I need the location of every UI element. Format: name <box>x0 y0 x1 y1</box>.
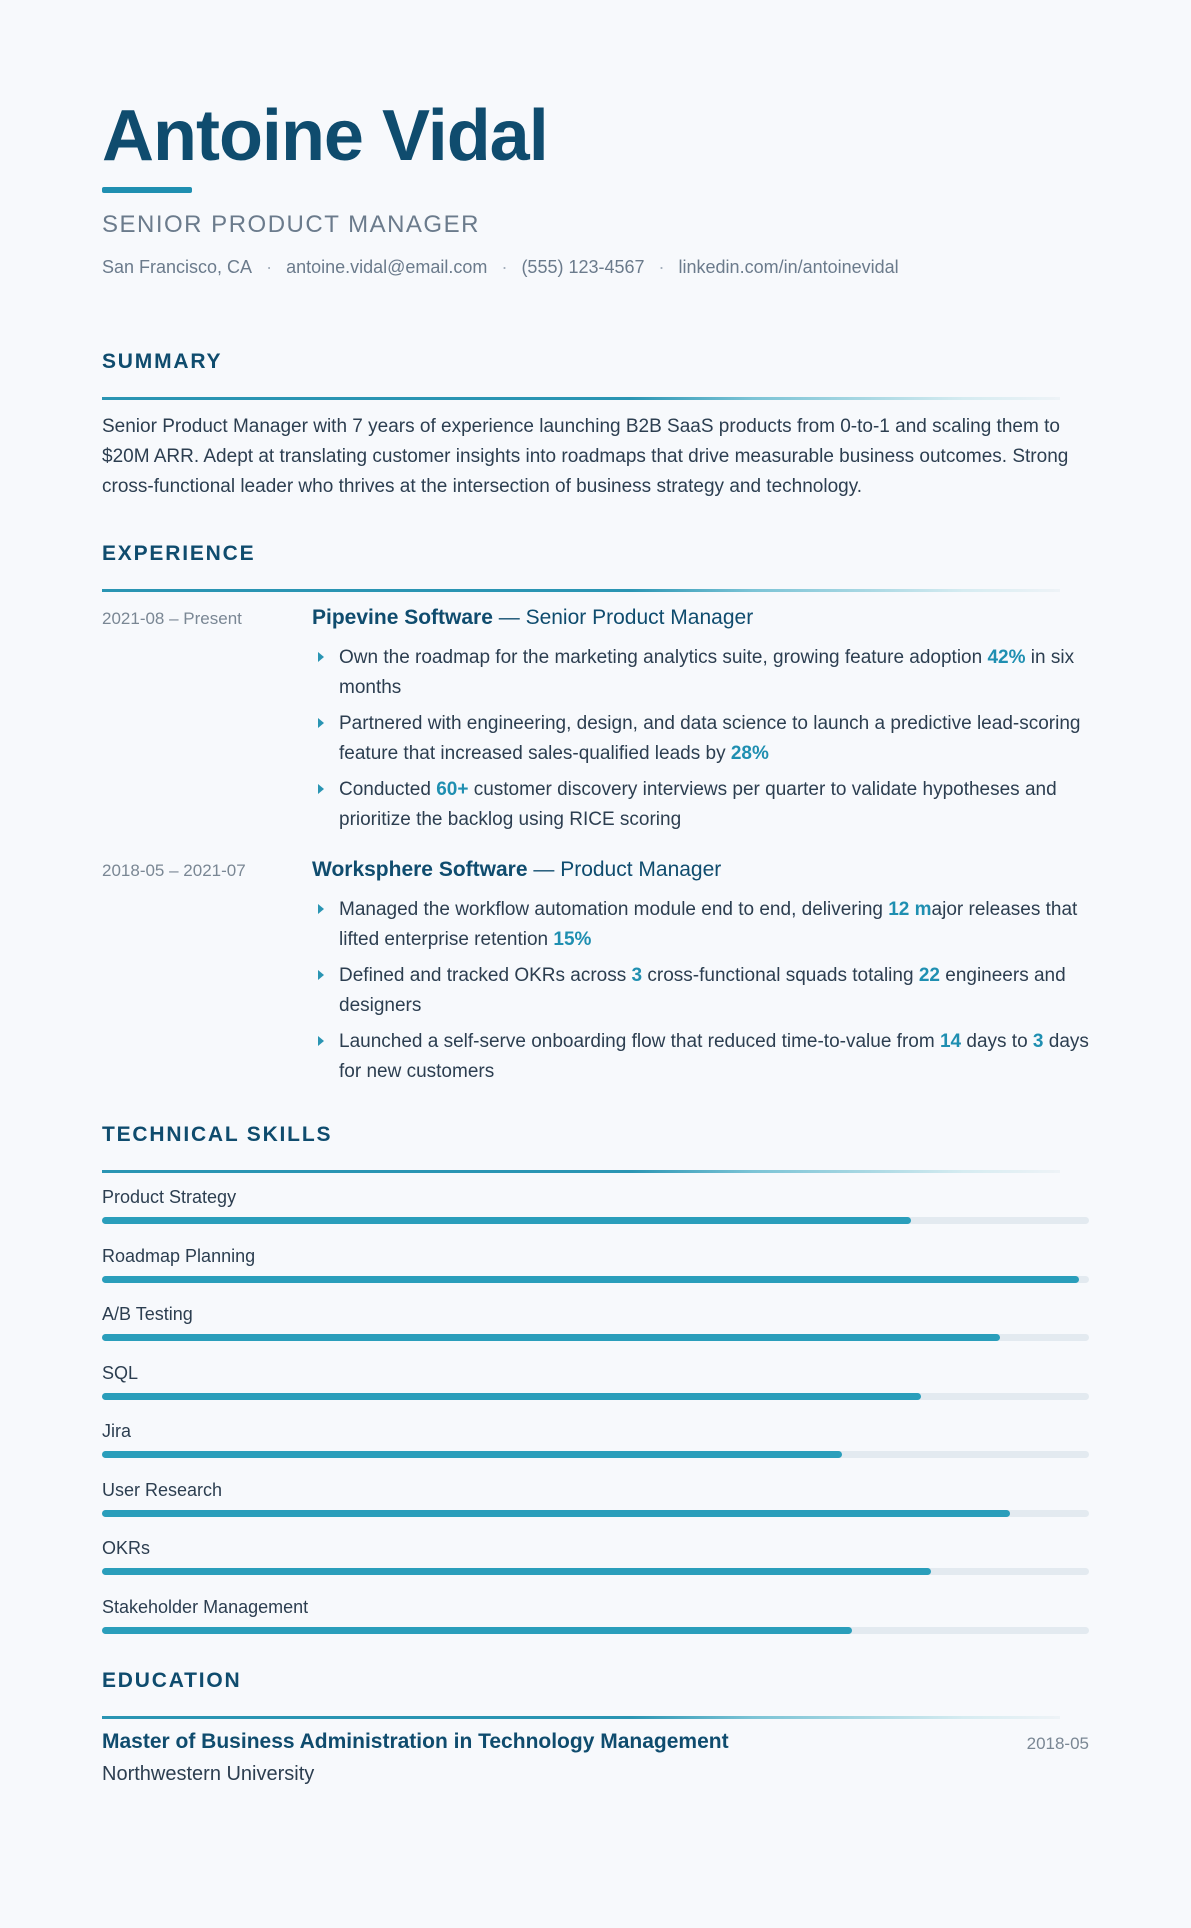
skill-bar-track <box>102 1568 1089 1575</box>
contact-linkedin[interactable]: linkedin.com/in/antoinevidal <box>678 257 899 277</box>
bullet-text: Own the roadmap for the marketing analytics suite, growing feature adoption <box>339 647 988 668</box>
skill-bar-track <box>102 1393 1089 1400</box>
job-bullet <box>312 775 1089 835</box>
skill-name: User Research <box>102 1479 223 1500</box>
summary-divider <box>102 397 1060 400</box>
education-heading: EDUCATION <box>102 1669 242 1692</box>
bullet-metric: 60+ <box>436 779 469 800</box>
education-degree: Master of Business Administration in Technology Management <box>102 1730 729 1753</box>
contact-location: San Francisco, CA <box>102 257 253 277</box>
job-role: Senior Product Manager <box>525 606 754 629</box>
job-title <box>312 606 753 630</box>
bullet-text: Defined and tracked OKRs across <box>339 965 632 986</box>
bullet-metric: 14 <box>939 1031 962 1052</box>
bullet-text: Launched a self-serve onboarding flow that reduced time-to-value from <box>339 1031 940 1052</box>
bullet-arrow-icon <box>318 652 324 662</box>
name-underline <box>102 187 192 193</box>
job-company: Worksphere Software <box>312 858 528 881</box>
candidate-name: Antoine Vidal <box>102 96 548 176</box>
skill-bar-fill <box>102 1451 842 1458</box>
experience-divider <box>102 589 1060 592</box>
skills-divider <box>102 1170 1060 1173</box>
candidate-headline: SENIOR PRODUCT MANAGER <box>102 211 480 238</box>
bullet-metric: 12 m <box>888 899 932 920</box>
job-bullets <box>312 895 1089 1093</box>
bullet-arrow-icon <box>318 718 324 728</box>
job-dates: 2018-05 – 2021-07 <box>102 861 246 880</box>
skill-name: Roadmap Planning <box>102 1245 256 1266</box>
job-bullet <box>312 1027 1089 1087</box>
skill-bar-track <box>102 1217 1089 1224</box>
bullet-metric: 3 <box>1032 1031 1044 1052</box>
bullet-text: engineers and designers <box>339 965 1066 1016</box>
skill-bar-fill <box>102 1276 1079 1283</box>
skill-bar-track <box>102 1276 1089 1283</box>
bullet-text: in six months <box>339 647 1075 698</box>
summary-text: Senior Product Manager with 7 years of experience launching B2B SaaS products from 0-to-1 and scaling them to $20M ARR. Adept at translating customer insights into roadmaps that drive measurable business outcomes. Strong cross-functional leader who thrives at the intersection of business strategy and technology. <box>102 416 1069 497</box>
skill-bar-fill <box>102 1627 852 1634</box>
bullet-text: cross-functional squads totaling <box>642 965 919 986</box>
job-bullet <box>312 643 1089 703</box>
skill-bar-track <box>102 1627 1089 1634</box>
education-date: 2018-05 <box>1026 1734 1089 1753</box>
experience-heading: EXPERIENCE <box>102 542 256 565</box>
skill-name: Stakeholder Management <box>102 1596 309 1617</box>
contact-phone[interactable]: (555) 123-4567 <box>521 257 645 277</box>
bullet-metric: 22 <box>918 965 940 986</box>
bullet-metric: 15% <box>553 929 592 950</box>
skill-name: Product Strategy <box>102 1187 237 1207</box>
job-bullet <box>312 709 1089 769</box>
skill-bar-fill <box>102 1393 921 1400</box>
job-bullet <box>312 961 1089 1021</box>
bullet-text: ajor releases that lifted enterprise retention <box>339 899 1078 950</box>
skill-bar-track <box>102 1334 1089 1341</box>
skill-name: Jira <box>102 1421 132 1441</box>
contact-email[interactable]: antoine.vidal@email.com <box>286 257 488 277</box>
bullet-metric: 28% <box>730 743 769 764</box>
bullet-arrow-icon <box>318 784 324 794</box>
contact-separator: · <box>266 257 273 277</box>
job-bullet <box>312 895 1089 955</box>
bullet-text: customer discovery interviews per quarter to validate hypotheses and prioritize the backlog using RICE scoring <box>339 779 1057 830</box>
skill-bar-fill <box>102 1510 1010 1517</box>
job-title-dash: — <box>527 858 561 881</box>
bullet-text: Managed the workflow automation module end to end, delivering <box>339 899 889 920</box>
skill-name: OKRs <box>102 1538 151 1558</box>
job-title-dash: — <box>492 606 526 629</box>
job-dates: 2021-08 – Present <box>102 609 242 628</box>
skills-heading: TECHNICAL SKILLS <box>102 1123 333 1146</box>
education-school: Northwestern University <box>102 1763 315 1785</box>
bullet-metric: 3 <box>631 965 643 986</box>
bullet-text: Conducted <box>339 779 437 800</box>
skill-bar-fill <box>102 1568 931 1575</box>
job-company: Pipevine Software <box>312 606 493 629</box>
bullet-arrow-icon <box>318 904 324 914</box>
job-role: Product Manager <box>560 858 722 881</box>
bullet-text: days for new customers <box>339 1031 1089 1082</box>
job-bullets <box>312 643 1089 841</box>
bullet-text: days to <box>961 1031 1033 1052</box>
bullet-arrow-icon <box>318 970 324 980</box>
skill-bar-track <box>102 1451 1089 1458</box>
bullet-arrow-icon <box>318 1036 324 1046</box>
summary-heading: SUMMARY <box>102 350 223 373</box>
contact-separator: · <box>501 257 508 277</box>
skill-name: A/B Testing <box>102 1304 193 1324</box>
skill-name: SQL <box>102 1362 139 1383</box>
skill-bar-fill <box>102 1334 1000 1341</box>
skill-bar-track <box>102 1510 1089 1517</box>
education-divider <box>102 1716 1060 1719</box>
bullet-text: Partnered with engineering, design, and data science to launch a predictive lead-scoring feature that increased sales-qualified leads by <box>339 713 1081 764</box>
contact-separator: · <box>658 257 665 277</box>
skill-bar-fill <box>102 1217 911 1224</box>
contact-line <box>102 257 899 278</box>
bullet-metric: 42% <box>987 647 1026 668</box>
job-title <box>312 858 721 882</box>
